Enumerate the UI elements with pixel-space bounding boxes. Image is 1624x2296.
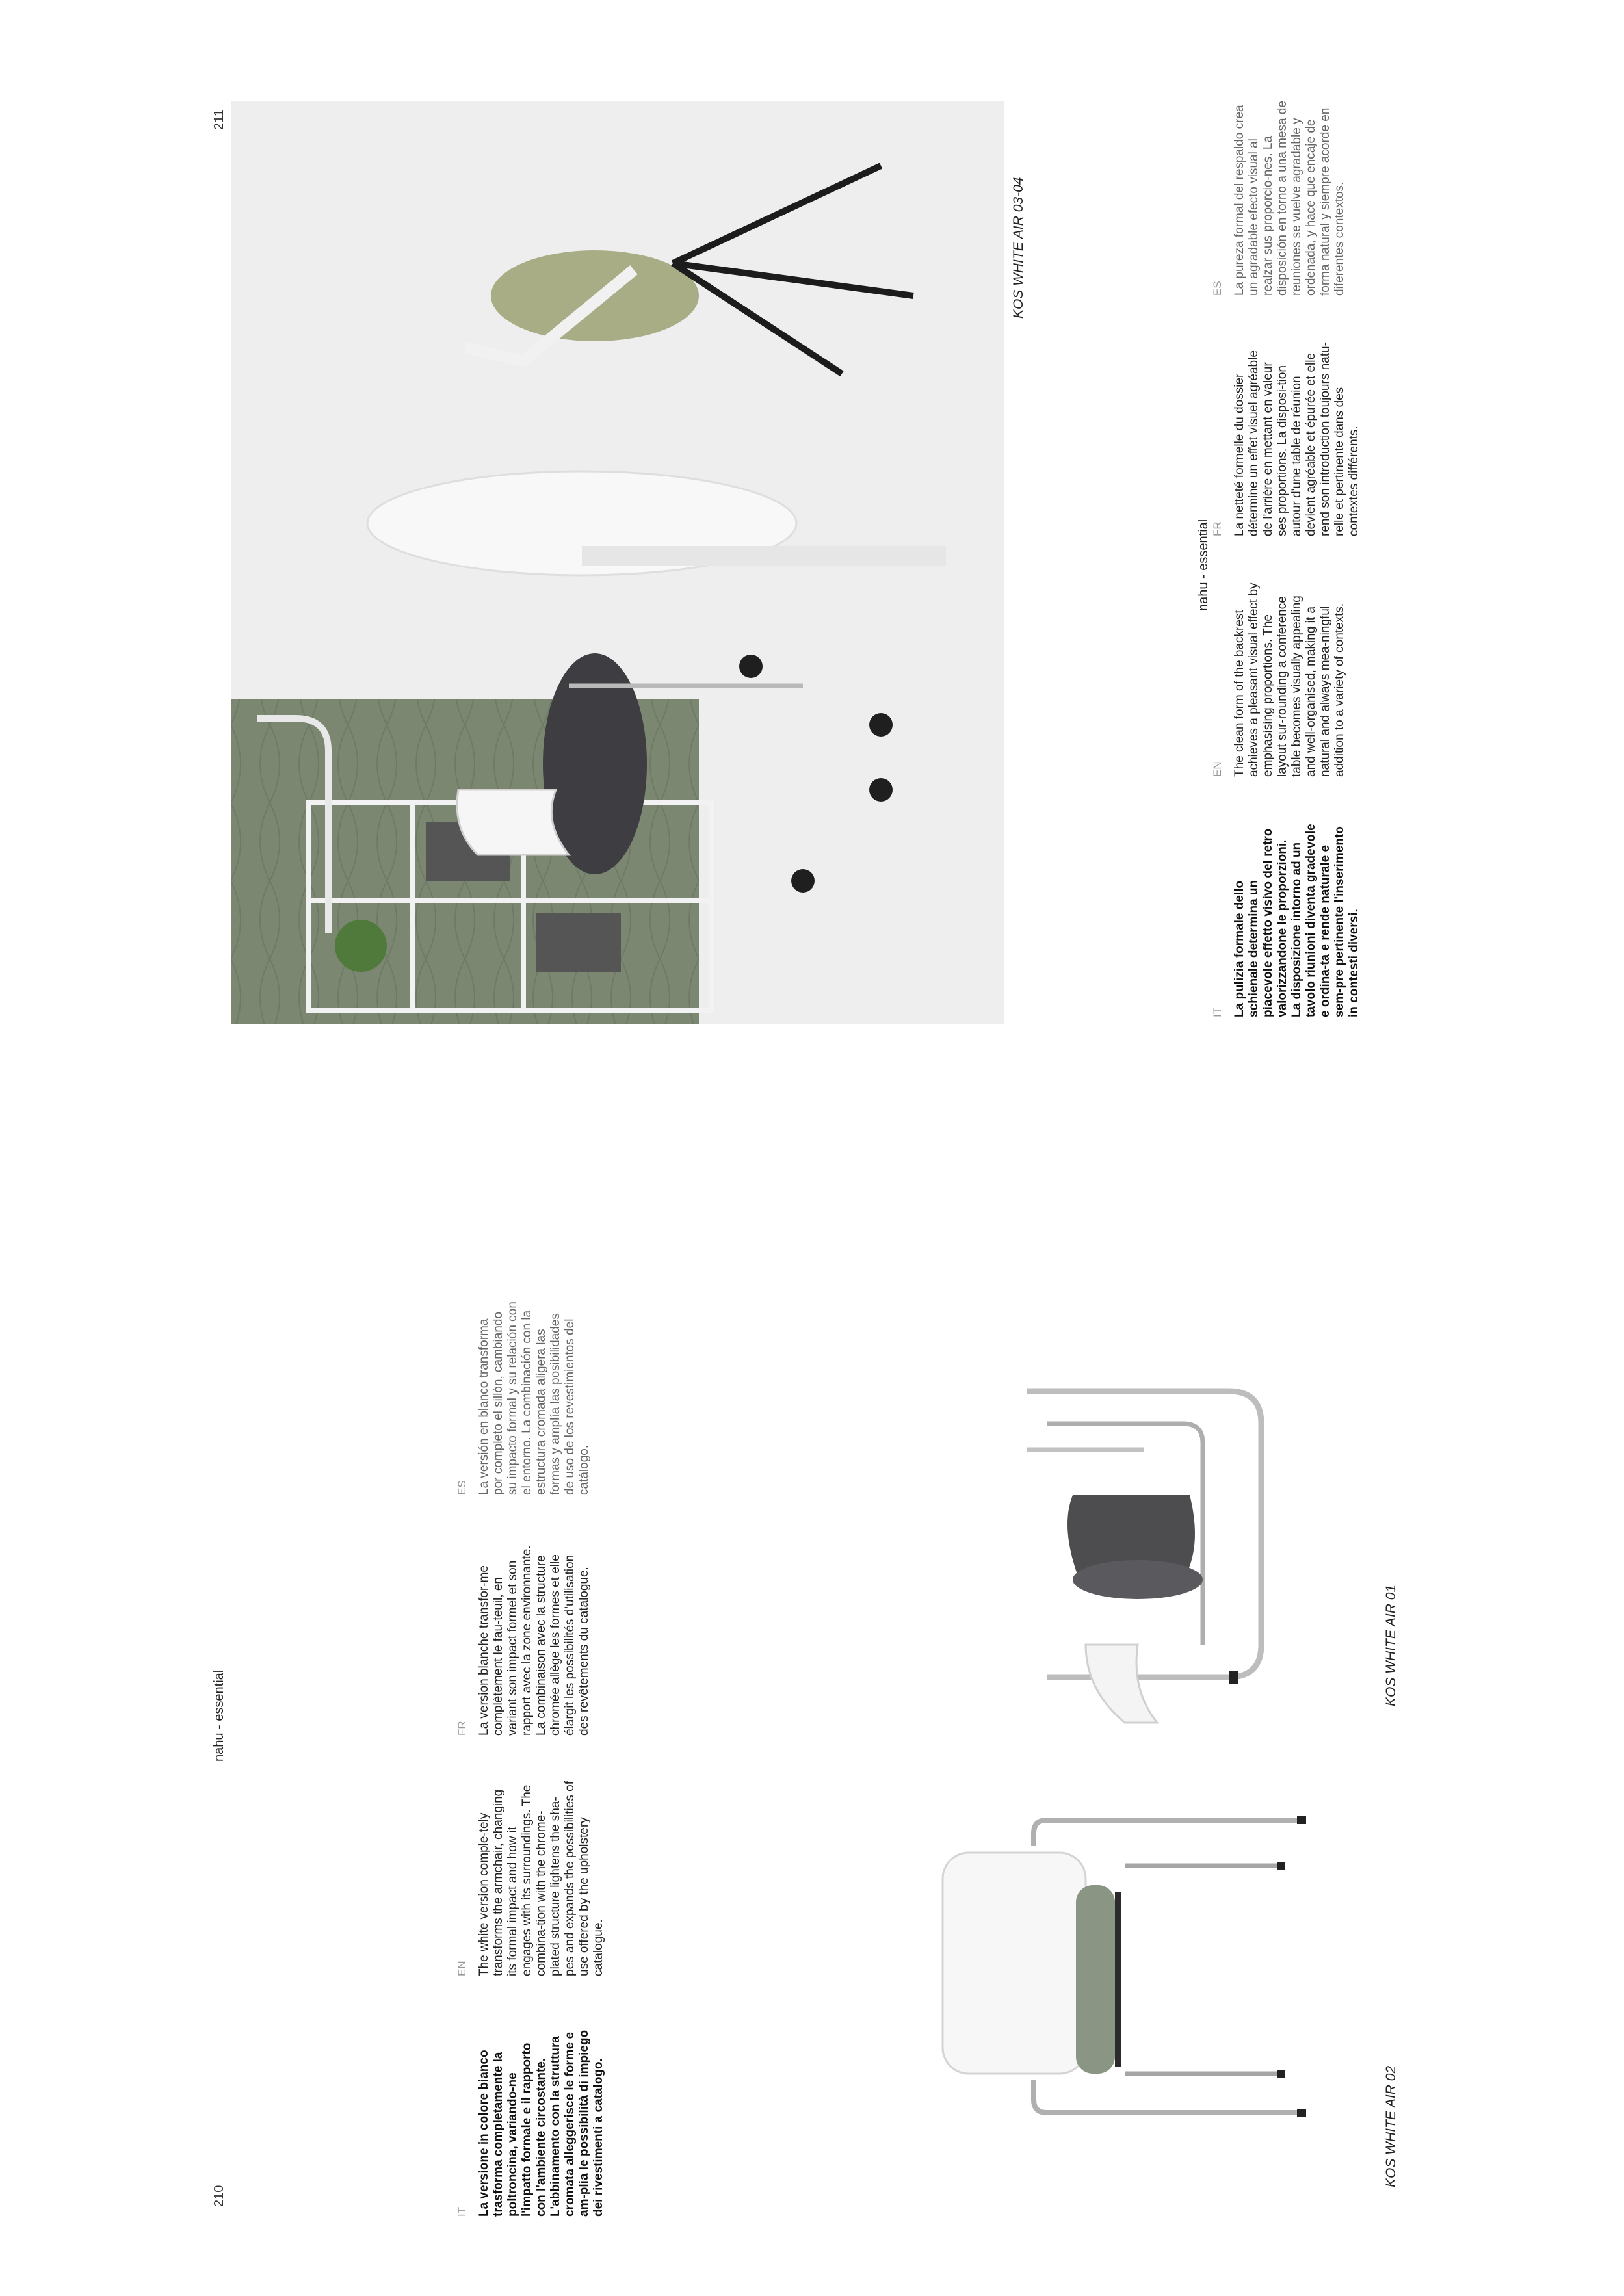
lang-label: IT	[456, 2206, 468, 2217]
body-text: La versione in colore bianco trasforma completamente la poltroncina, variando-ne l'impatto formale e il rapporto con l'ambiente circostante. L'abbinamento con la struttura cromata alleggerisce le forme e am-plia le possibilità di impiego dei rivestimenti a catalogo.	[477, 2029, 605, 2217]
body-text: La netteté formelle du dossier détermine un effet visuel agréable de l'arrière en mettant en valeur ses proportions. La disposi-tion autour d'une table de réunion devient agréable et épurée et elle rend son introduction toujours natu-relle et pertinente dans des contextes différents.	[1233, 342, 1361, 536]
text-column-it-right	[1211, 822, 1361, 1017]
lang-label: EN	[456, 1961, 468, 1976]
body-text: The white version comple-tely transforms the armchair, changing its formal impact and how it engages with its surroundings. The combina-tion with the chrome-plated structure lightens the sha-pes and expands the possibilities of use offered by the upholstery catalogue.	[477, 1781, 605, 1976]
text-column-it-left	[455, 2022, 606, 2217]
room-photo-illustration	[231, 101, 1004, 1024]
lang-label: IT	[1211, 1007, 1224, 1017]
lang-label: ES	[456, 1480, 468, 1495]
lang-label: FR	[1211, 521, 1224, 536]
body-text: La pulizia formale dello schienale determina un piacevole effetto visivo del retro valorizzandone le proporzioni. La disposizione intorno ad un tavolo riunioni diventa gradevole e ordina-ta e rende naturale e sem-pre pertinente l'inserimento in contesti diversi.	[1233, 824, 1361, 1017]
text-column-fr-right	[1211, 341, 1361, 536]
caption-kos-white-air-03-04: KOS WHITE AIR 03-04	[1011, 177, 1026, 319]
brand-header-left: nahu - essential	[212, 1669, 226, 1762]
chair-image-front	[930, 1794, 1320, 2197]
caption-kos-white-air-01: KOS WHITE AIR 01	[1383, 1584, 1398, 1706]
body-text: La versión en blanco transforma por completo el sillón, cambiando su impacto formal y su relación con el entorno. La combinación con la estructura cromada aligera las formas y amplía las posibilidades de uso de los revestimientos del catálogo.	[477, 1301, 591, 1495]
lang-label: FR	[456, 1721, 468, 1736]
page-number-left: 210	[212, 2185, 226, 2207]
text-column-fr-left	[455, 1541, 592, 1736]
text-column-es-left	[455, 1300, 592, 1495]
body-text: La pureza formal del respaldo crea un agradable efecto visual al realzar sus proporcio-nes. La disposición en torno a una mesa de reuniones se vuelve agradable y ordenada, y hace que encaje de forma natural y siempre acorde en diferentes contextos.	[1233, 101, 1346, 296]
chair-image-side	[988, 1385, 1300, 1749]
body-text: The clean form of the backrest achieves a pleasant visual effect by emphasising proportions. The layout sur-rounding a conference table becomes visually appealing and well-organised, making it a natural and always mea-ningful addition to a variety of contexts.	[1233, 582, 1346, 777]
body-text: La version blanche transfor-me complètement le fau-teuil, en variant son impact formel et son rapport avec la zone environnante. La combinaison avec la structure chromée allège les formes et elle élargit les possibilités d'utilisation des revêtements du catalogue.	[477, 1545, 591, 1736]
text-column-en-right	[1211, 582, 1347, 777]
text-column-es-right	[1211, 101, 1347, 296]
lang-label: ES	[1211, 281, 1224, 296]
caption-kos-white-air-02: KOS WHITE AIR 02	[1383, 2065, 1398, 2187]
room-photo	[231, 101, 1004, 1024]
page-number-right: 211	[212, 109, 226, 130]
lang-label: EN	[1211, 761, 1224, 777]
brand-header-right: nahu - essential	[1196, 519, 1211, 611]
text-column-en-left	[455, 1781, 606, 1976]
